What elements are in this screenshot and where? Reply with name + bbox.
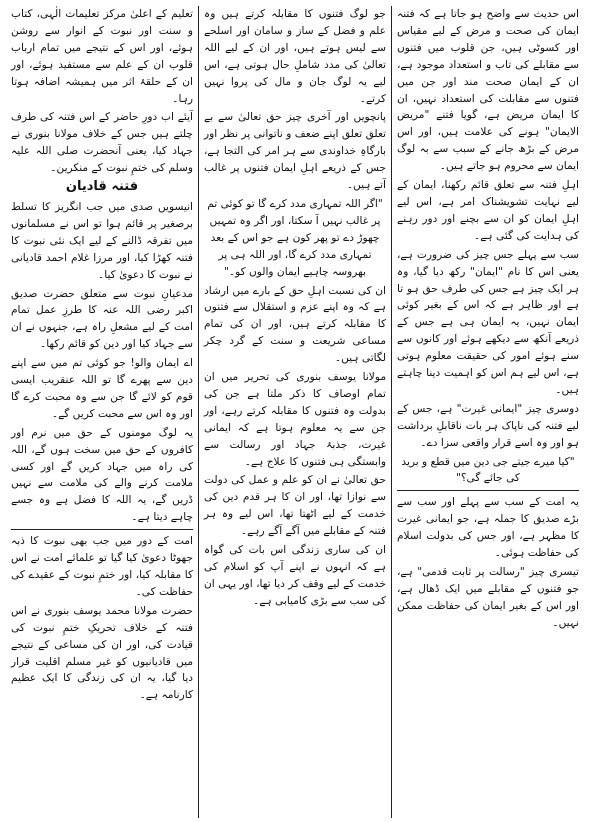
column-left [6, 6, 198, 818]
column-middle [199, 6, 391, 818]
paragraph: تیسری چیز "رسالت پر ثابت قدمی" ہے، جو فتنوں کے مقابلے میں ایک ڈھال ہے، اور اس کے بغیر ایمان کی حفاظت ممکن نہیں۔ [397, 566, 579, 629]
divider [11, 529, 193, 530]
quote: "اگر اللہ تمہاری مدد کرے گا تو کوئی تم پر غالب نہیں آ سکتا، اور اگر وہ تمہیں چھوڑ دے تو پھر کون ہے جو اس کے بعد تمہاری مدد کرے گا، اور اللہ ہی پر بھروسہ چاہیے ایمان والوں کو۔" [207, 197, 383, 278]
paragraph: حق تعالیٰ نے ان کو علم و عمل کی دولت سے نوازا تھا، اور ان کا ہر قدم دین کی خدمت کے لیے اٹھتا تھا، اس لیے وہ ہر فتنہ کے مقابلے میں آگے آگے رہے۔ [204, 474, 386, 538]
paragraph: یہ لوگ مومنوں کے حق میں نرم اور کافروں کے حق میں سخت ہوں گے، اللہ کی راہ میں جہاد کریں گے اور کسی ملامت کرنے والے کی ملامت سے نہیں ڈریں گے، یہ اللہ کا فضل ہے وہ جسے چاہے دیتا ہے۔ [11, 426, 193, 524]
paragraph: امت کے دور میں جب بھی نبوت کا ذبہ جھوٹا دعویٰ کیا گیا تو علمائے امت نے اس کا مقابلہ کیا، اور ختمِ نبوت کے عقیدے کی حفاظت کی۔ [11, 535, 193, 598]
paragraph: یہ امت کے سب سے پہلے اور سب سے بڑے صدیق کا جملہ ہے، جو ایمانی غیرت کا مظہر ہے، اور جس کی بدولت اسلام کی حفاظت ہوئی۔ [397, 496, 579, 560]
paragraph: اے ایمان والو! جو کوئی تم میں سے اپنے دین سے پھرے گا تو اللہ عنقریب ایسی قوم کو لائے گا جن سے وہ محبت کرے گا اور وہ اس سے محبت کریں گے۔ [11, 357, 193, 420]
quote: "کیا میرے جیتے جی دین میں قطع و برید کی جائے گی؟" [401, 455, 575, 485]
paragraph: دوسری چیز "ایمانی غیرت" ہے، جس کے لیے فتنہ کی ناپاک ہر بات ناقابلِ برداشت ہو اور وہ اسے قرار واقعی سزا دے۔ [397, 402, 579, 449]
paragraph: اہلِ فتنہ سے تعلق قائم رکھنا، ایمان کے لیے نہایت تشویشناک امر ہے، اس لیے اہلِ ایمان کو ان سے بچنے اور دور رہنے کی ہدایت کی گئی ہے۔ [397, 179, 579, 242]
paragraph: اس حدیث سے واضح ہو جاتا ہے کہ فتنہ ایمان کی صحت و مرض کے لیے مقیاس اور کسوٹی ہیں، جن قلوب میں فتنوں سے مقابلے کی تاب و استعداد موجود ہے، ان کے ایمان صحت مند اور جن میں فتنوں سے مقابلت کی استعداد نہیں، ان کا ایمان مریض ہے، گویا فتنے "مریض الایمان" ہونے کی علامت ہیں، اور اس مرض کے بڑھ جانے کے سبب سے بہ لوگ ایمان سے محروم ہو جاتے ہیں۔ [397, 8, 579, 173]
paragraph: آیئے اب دورِ حاضر کے اس فتنہ کی طرف چلتے ہیں جس کے خلاف مولانا بنوری نے جہاد کیا، یعنی آنحضرت صلی اللہ علیہ وسلم کی ختمِ نبوت کے منکرین۔ [11, 111, 193, 175]
paragraph: مدعیانِ نبوت سے متعلق حضرت صدیق اکبر رضی اللہ عنہ کا طرزِ عمل تمام امت کے لیے مشعلِ راہ ہے، جنہوں نے ان سے جہاد کیا اور دین کو قائم رکھا۔ [11, 287, 193, 351]
paragraph: تعلیم کے اعلیٰ مرکز تعلیمات الٰہی، کتاب و سنت اور نبوت کے انوار سے روشن ہوئے، اور اس کے نتیجے میں تمام ارباب قلوب ان کے علم سے مستفید ہوئے، اور ان کے حلقۂ اثر میں ہمیشہ اضافہ ہوتا رہا۔ [11, 8, 193, 105]
paragraph: جو لوگ فتنوں کا مقابلہ کرتے ہیں وہ علم و فضل کے ساز و سامان اور اسلحے سے لیس ہوتے ہیں، اور ان کے لیے اللہ تعالیٰ کی مدد شاملِ حال ہوتی ہے، اس لیے یہ لوگ جان و مال کی پروا نہیں کرتے۔ [204, 8, 386, 105]
column-right [392, 6, 584, 818]
paragraph: سب سے پہلے جس چیز کی ضرورت ہے، یعنی اس کا نام "ایمان" رکھ دیا گیا، وہ ہر ایک چیز ہے جس کی طرف حق ہو تا ہے اور ظاہر ہے کہ اس کے بغیر کوئی ایمان نہیں، یہ ایمان ہی ہے جس کے ذریعے آنکھ سے دیکھے ہوئے اور کانوں سے سنے ہوئے امور کی حقیقت معلوم ہوتی ہے، اس لیے ہم اس کو اہمیت دینا چاہتے ہیں۔ [397, 248, 579, 396]
paragraph: انیسویں صدی میں جب انگریز کا تسلط برصغیر پر قائم ہوا تو اس نے مسلمانوں میں تفرقہ ڈالنے کے لیے ایک نئی نبوت کا فتنہ کھڑا کیا، اور مرزا غلام احمد قادیانی نے نبوت کا دعویٰ کیا۔ [11, 200, 193, 281]
paragraph: حضرت مولانا محمد یوسف بنوری نے اس فتنہ کے خلاف تحریکِ ختمِ نبوت کی قیادت کی، اور ان کی مساعی کے نتیجے میں قادیانیوں کو غیر مسلم اقلیت قرار دیا گیا، یہ ان کی زندگی کا ایک عظیم کارنامہ ہے۔ [11, 604, 193, 702]
paragraph: مولانا یوسف بنوری کی تحریر میں ان تمام اوصاف کا ذکر ملتا ہے جن کی بدولت وہ فتنوں کا مقابلہ کرتے رہے، اور جن سے یہ معلوم ہوتا ہے کہ ایمانی غیرت، جذبۂ جہاد اور رسالت سے وابستگی ہی فتنوں کا علاج ہے۔ [204, 371, 386, 468]
divider [397, 490, 579, 491]
section-heading: فتنہ قادیان [65, 179, 139, 195]
paragraph: پانچویں اور آخری چیز حق تعالیٰ سے بے تعلق تعلق اپنے ضعف و ناتوانی پر نظر اور بارگاہِ خداوندی سے ہر امر کی التجا ہے، جس کے ذریعے اہلِ ایمان فتنوں پر غالب آتے ہیں۔ [204, 111, 386, 192]
paragraph: ان کی نسبت اہلِ حق کے بارے میں ارشاد ہے کہ وہ اپنے عزم و استقلال سے فتنوں کا مقابلہ کرتے ہیں، اور ان کی تمام مساعی شریعت و سنت کے گرد چکر لگاتی ہیں۔ [204, 284, 386, 365]
paragraph: ان کی ساری زندگی اس بات کی گواہ ہے کہ انہوں نے اپنے آپ کو اسلام کی خدمت کے لیے وقف کر دیا تھا، اور یہی ان کی سب سے بڑی کامیابی ہے۔ [204, 544, 386, 607]
